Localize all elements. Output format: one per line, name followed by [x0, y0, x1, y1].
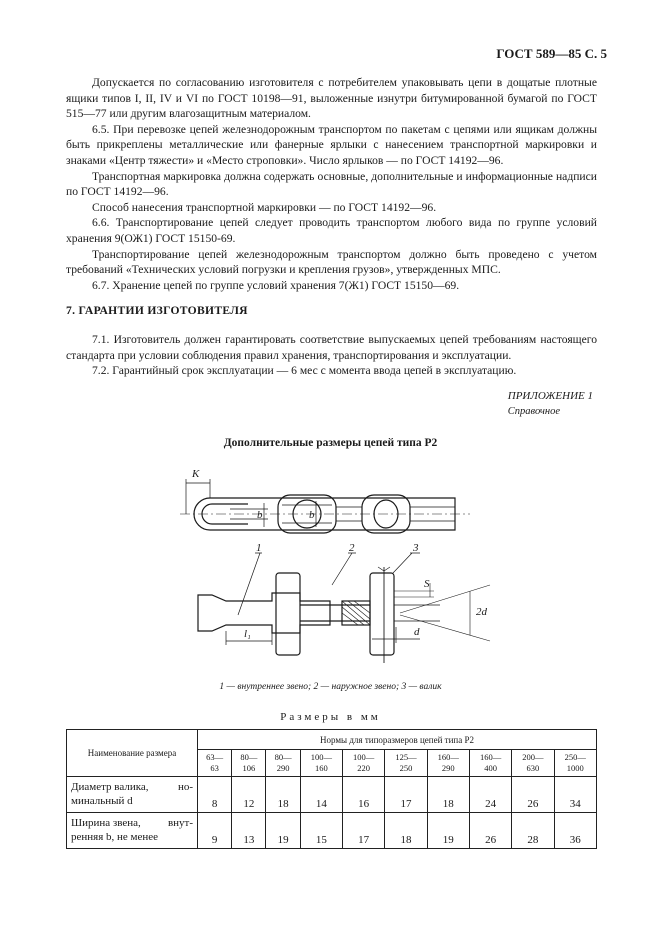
table-cell: 13 [232, 813, 266, 849]
appendix-title: ПРИЛОЖЕНИЕ 1 [507, 390, 593, 402]
name-header: Наименование размера [67, 730, 198, 777]
table-cell: 16 [343, 777, 385, 813]
table-cell: 18 [266, 777, 300, 813]
label-part-3: 3 [413, 542, 419, 554]
row-label: Диаметр валика, но- минальный d [67, 777, 198, 813]
row-label: Ширина звена, внут- ренняя b, не менее [67, 813, 198, 849]
paragraph: 7.1. Изготовитель должен гарантировать соответствие выпускаемых цепей требованиям настоящего стандарта при условии соблюдения правил хранения, транспортирования и эксплуатации. [66, 332, 597, 362]
figure-caption: 1 — внутреннее звено; 2 — наружное звено; 3 — валик [219, 682, 442, 692]
chain-drawing [0, 455, 661, 680]
table-cell: 8 [198, 777, 232, 813]
table-cell: 19 [427, 813, 469, 849]
table-cell: 18 [385, 813, 427, 849]
label-d: d [414, 626, 420, 638]
table-cell: 17 [343, 813, 385, 849]
label-b: b [257, 509, 263, 521]
range-header: 125— 250 [385, 750, 427, 777]
paragraph: Допускается по согласованию изготовителя с потребителем упаковывать цепи в дощатые плотные ящики типов I, II, IV и VI по ГОСТ 10198—91, выложенные изнутри битумированной бумагой по ГОСТ 515—77 или другим влагозащитным материалом. [66, 76, 597, 121]
table-cell: 9 [198, 813, 232, 849]
label-2d: 2d [476, 606, 487, 618]
paragraph: Транспортирование цепей железнодорожным транспортом должно быть проведено с учетом требований «Технических условий погрузки и крепления грузов», утвержденных МПС. [66, 247, 597, 277]
table-row [67, 777, 597, 813]
range-header: 80— 106 [232, 750, 266, 777]
section-title: 7. ГАРАНТИИ ИЗГОТОВИТЕЛЯ [66, 304, 248, 318]
label-b2: b [309, 509, 315, 521]
table-cell: 26 [512, 777, 554, 813]
appendix-subtitle: Справочное [507, 406, 561, 417]
label-part-2: 2 [349, 542, 355, 554]
table-cell: 18 [427, 777, 469, 813]
label-part-1: 1 [256, 542, 262, 554]
label-l1: l₁ [244, 628, 251, 640]
range-header: 160— 400 [469, 750, 511, 777]
table-caption: Размеры в мм [280, 711, 381, 723]
paragraph: 6.6. Транспортирование цепей следует проводить транспортом любого вида по группе условий хранения 9(ОЖ1) ГОСТ 15150-69. [66, 216, 597, 245]
figure-title: Дополнительные размеры цепей типа Р2 [223, 437, 438, 449]
range-header: 100— 160 [300, 750, 342, 777]
range-header: 200— 630 [512, 750, 554, 777]
table-cell: 12 [232, 777, 266, 813]
label-s: S [424, 578, 430, 590]
appendix-label [508, 389, 593, 419]
paragraph: Способ нанесения транспортной маркировки — по ГОСТ 14192—96. [92, 200, 437, 214]
paragraph: 7.2. Гарантийный срок эксплуатации — 6 мес с момента ввода цепей в эксплуатацию. [92, 364, 517, 378]
table-cell: 19 [266, 813, 300, 849]
body-text [66, 75, 597, 379]
label-k: K [192, 468, 200, 480]
range-header: 100— 220 [343, 750, 385, 777]
range-header: 63— 63 [198, 750, 232, 777]
table-cell: 15 [300, 813, 342, 849]
paragraph: Транспортная маркировка должна содержать основные, дополнительные и информационные надписи по ГОСТ 14192—96. [66, 169, 597, 199]
range-header: 160— 290 [427, 750, 469, 777]
range-header: 80— 290 [266, 750, 300, 777]
range-header: 250— 1000 [554, 750, 596, 777]
table-cell: 17 [385, 777, 427, 813]
paragraph: 6.7. Хранение цепей по группе условий хранения 7(Ж1) ГОСТ 15150—69. [92, 278, 460, 292]
paragraph: 6.5. При перевозке цепей железнодорожным транспортом по пакетам с цепями или ящикам должны быть прикреплены металлические или фанерные ярлыки с нанесением транспортной маркировки и знаками «Центр тяжести» и «Место строповки». Число ярлыков — по ГОСТ 14192—96. [66, 122, 597, 167]
table-cell: 36 [554, 813, 596, 849]
norm-header: Нормы для типоразмеров цепей типа Р2 [198, 730, 597, 750]
table-row [67, 813, 597, 849]
table-cell: 28 [512, 813, 554, 849]
table-cell: 24 [469, 777, 511, 813]
table-cell: 34 [554, 777, 596, 813]
dimensions-table [66, 729, 597, 849]
table-cell: 14 [300, 777, 342, 813]
page-header: ГОСТ 589—85 С. 5 [496, 46, 607, 61]
table-cell: 26 [469, 813, 511, 849]
